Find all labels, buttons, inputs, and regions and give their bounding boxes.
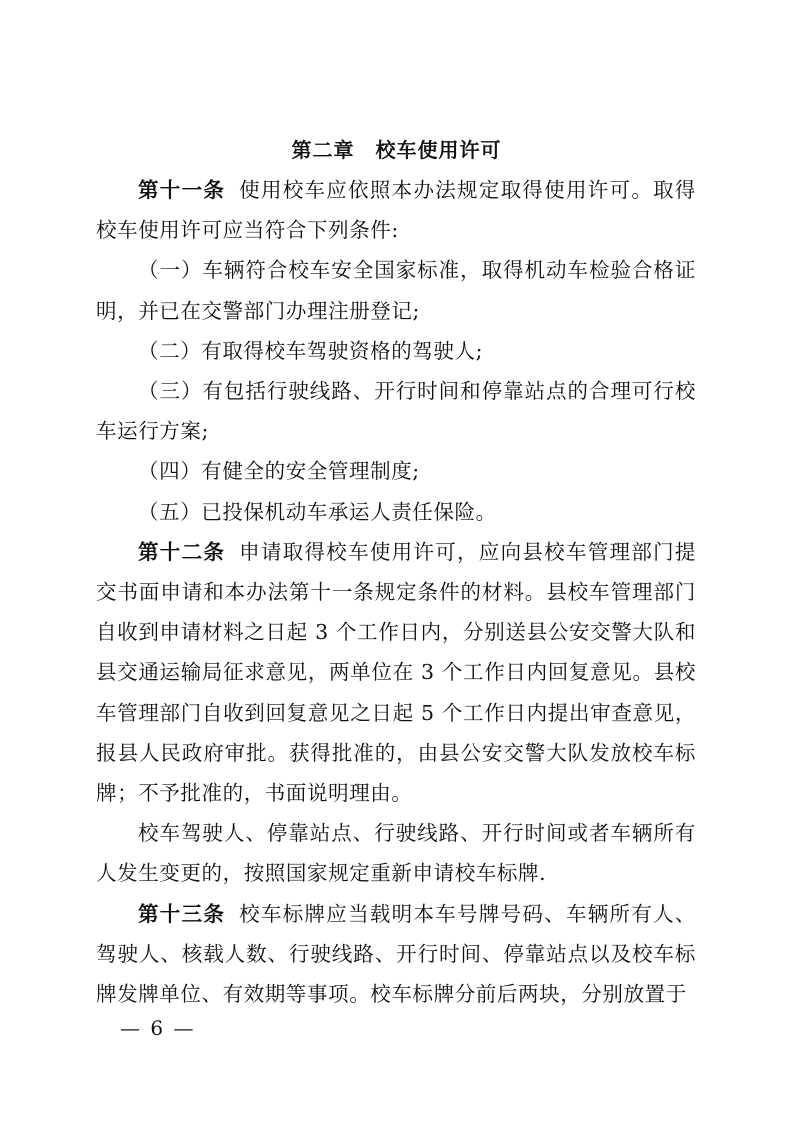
article-12-paragraph-2: 校车驾驶人、停靠站点、行驶线路、开行时间或者车辆所有人发生变更的，按照国家规定重新申请校车标牌.	[96, 821, 696, 886]
article-13-label: 第十三条	[138, 901, 226, 926]
article-12-paragraph	[96, 532, 696, 813]
article-13-text: 校车标牌应当载明本车号牌号码、车辆所有人、驾驶人、核载人数、行驶线路、开行时间、停靠站点以及校车标牌发牌单位、有效期等事项。校车标牌分前后两块，分别放置于	[96, 901, 696, 1007]
article-11-item-2: （二）有取得校车驾驶资格的驾驶人;	[138, 338, 484, 363]
page-number: — 6 —	[120, 1016, 196, 1040]
chapter-title: 第二章 校车使用许可	[291, 138, 502, 162]
article-11-item-1: （一）车辆符合校车安全国家标准，取得机动车检验合格证明，并已在交警部门办理注册登记;	[96, 258, 696, 323]
article-11-item-5: （五）已投保机动车承运人责任保险。	[138, 499, 497, 524]
article-12-text: 申请取得校车使用许可，应向县校车管理部门提交书面申请和本办法第十一条规定条件的材料。县校车管理部门自收到申请材料之日起 3 个工作日内，分别送县公安交警大队和县交通运输局征求意见，两单位在 3 个工作日内回复意见。县校车管理部门自收到回复意见之日起 5 个工作日内提出审查意见，报县人民政府审批。获得批准的，由县公安交警大队发放校车标牌；不予批准的，书面说明理由。	[96, 539, 696, 806]
document-body	[96, 170, 696, 1014]
article-13-paragraph	[96, 894, 696, 1015]
article-11-label: 第十一条	[138, 178, 226, 202]
article-11-item-3: （三）有包括行驶线路、开行时间和停靠站点的合理可行校车运行方案;	[96, 379, 696, 444]
article-11-text: 使用校车应依照本办法规定取得使用许可。取得校车使用许可应当符合下列条件:	[96, 178, 696, 243]
article-11-paragraph	[96, 170, 696, 250]
article-11-item-4: （四）有健全的安全管理制度;	[138, 459, 420, 484]
article-12-label: 第十二条	[138, 539, 226, 564]
